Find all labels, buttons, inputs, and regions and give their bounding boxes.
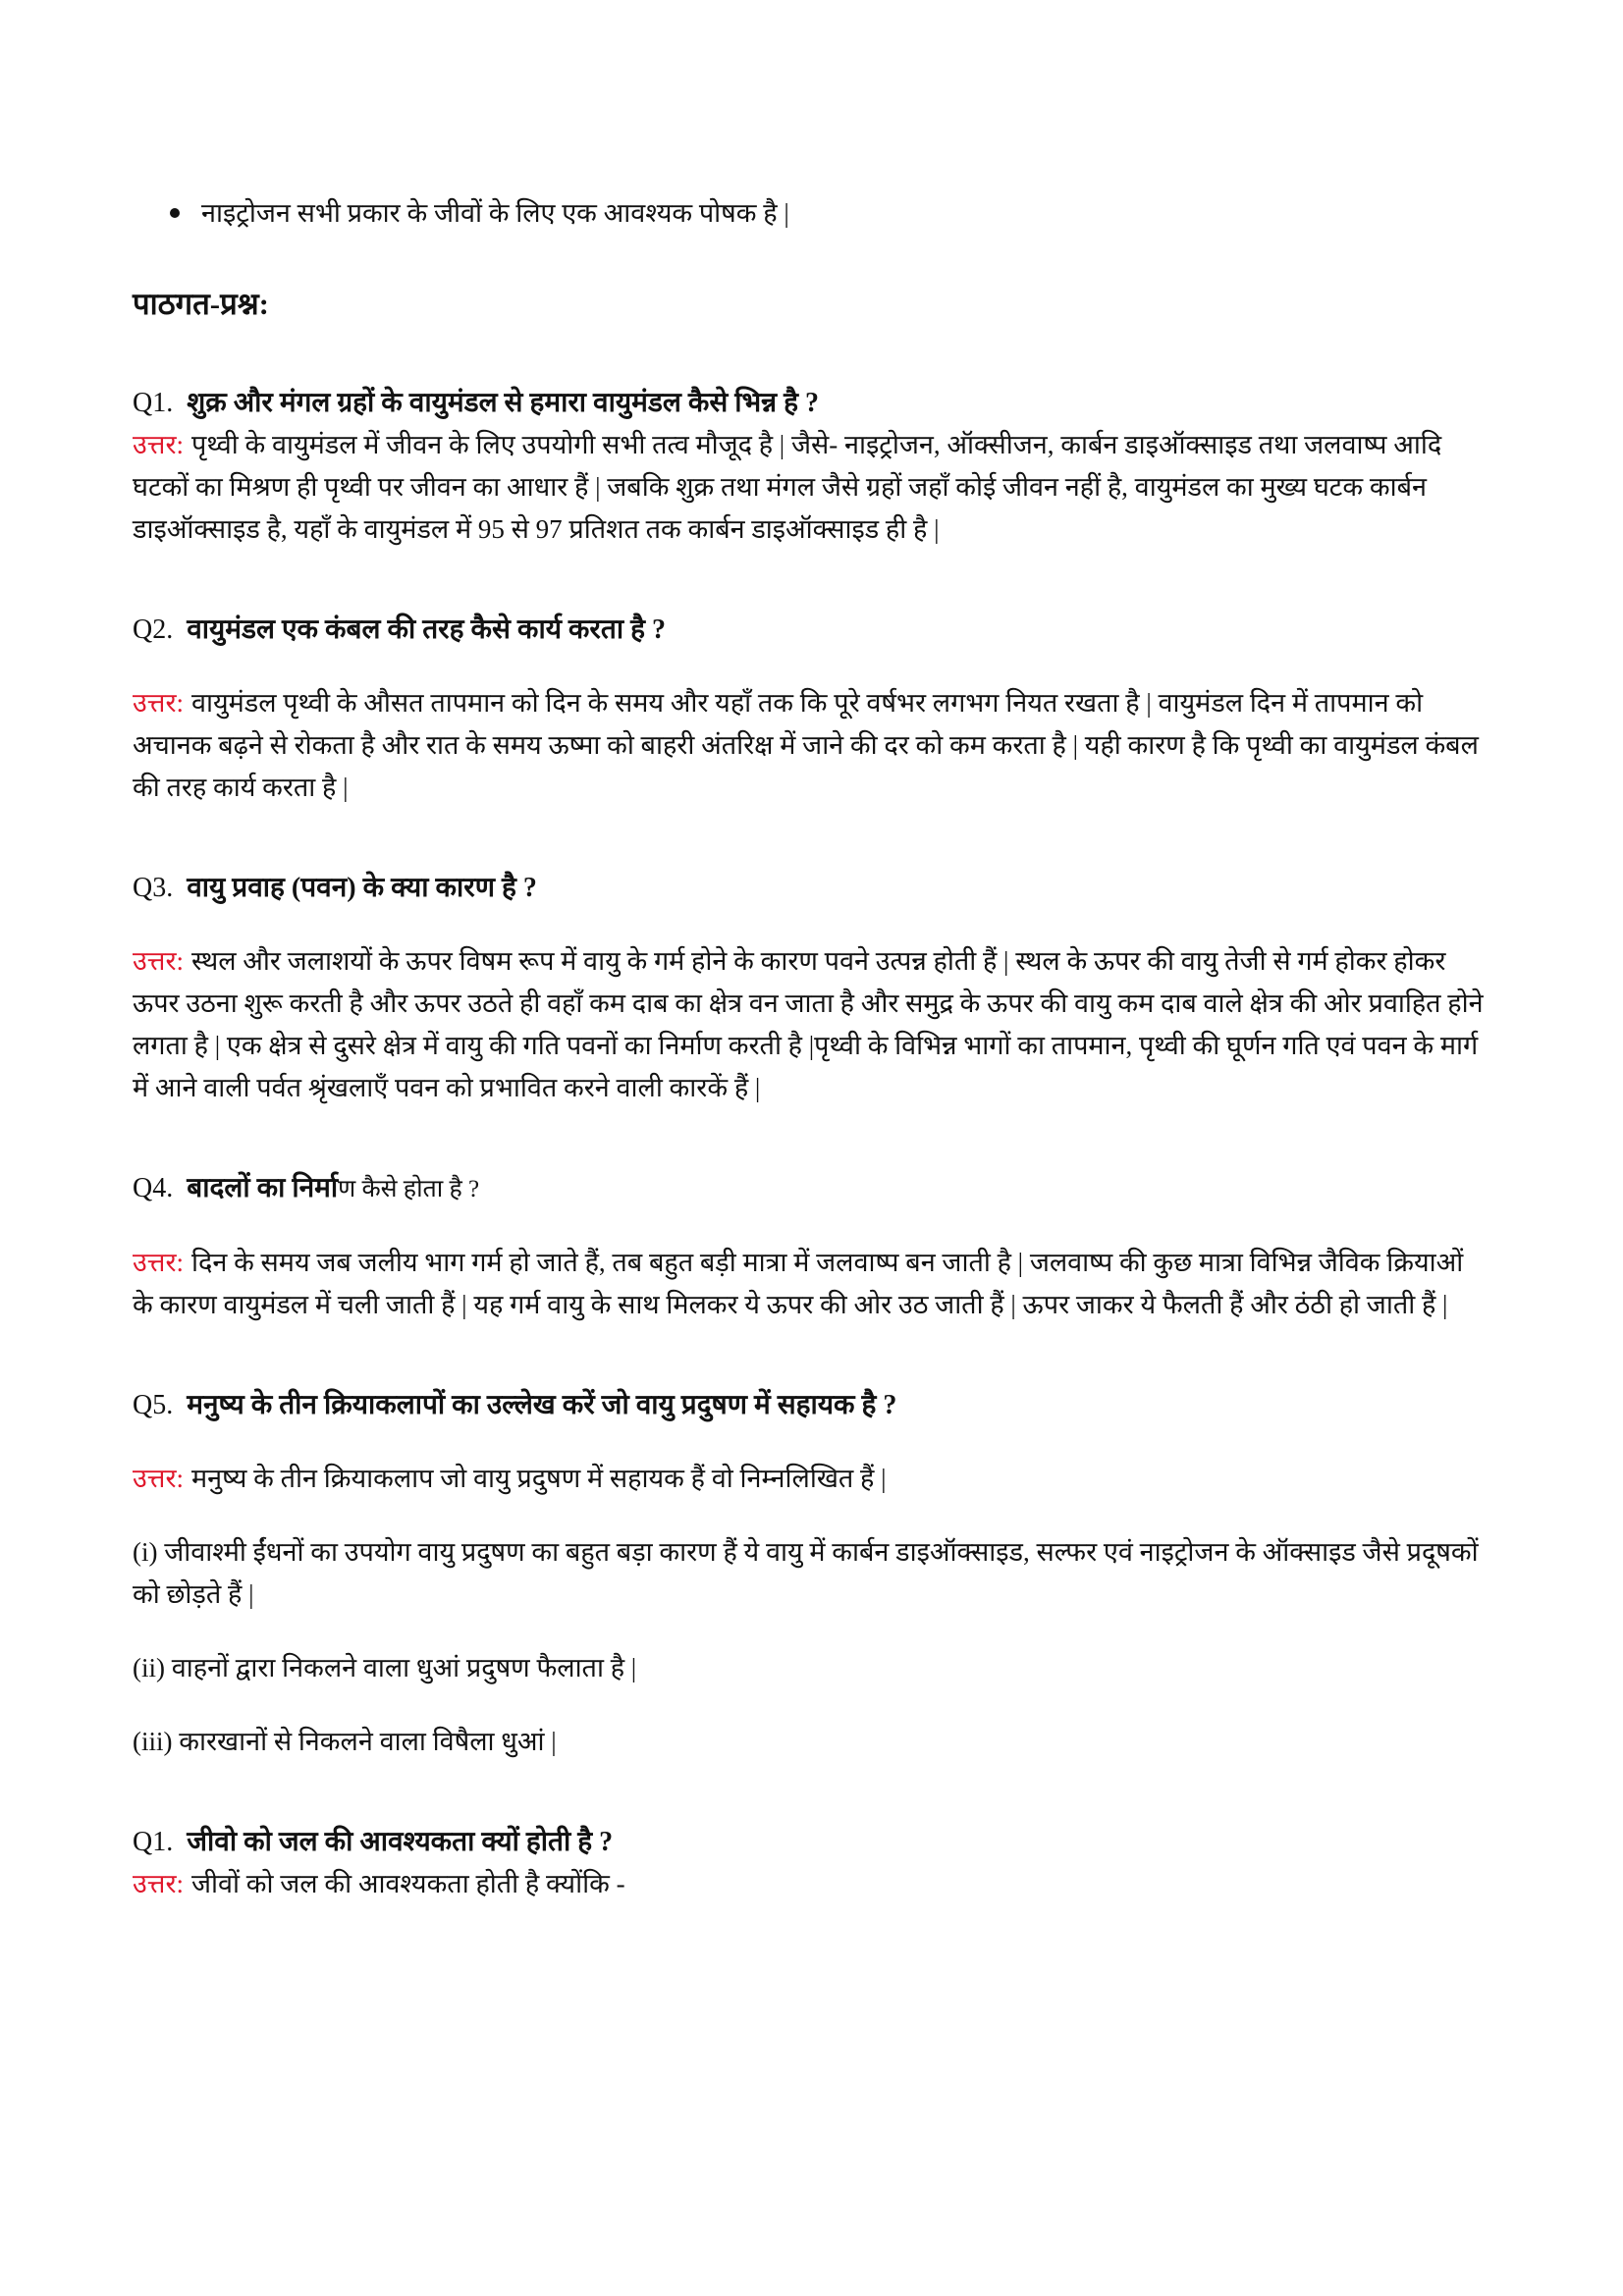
answer-label: उत्तर: [133, 688, 184, 718]
answer-paragraph [133, 1458, 1486, 1500]
qa-block-1 [133, 383, 1486, 551]
qa-block-4 [133, 1168, 1486, 1326]
question-text: वायु प्रवाह (पवन) के क्या कारण है ? [187, 873, 537, 903]
question-text: वायुमंडल एक कंबल की तरह कैसे कार्य करता है ? [187, 614, 666, 645]
question-heading [133, 1168, 1486, 1210]
answer-text: वायुमंडल पृथ्वी के औसत तापमान को दिन के समय और यहाँ तक कि पूरे वर्षभर लगभग नियत रखता है | वायुमंडल दिन में तापमान को अचानक बढ़ने से रोकता है और रात के समय ऊष्मा को बाहरी अंतरिक्ष में जाने की दर को कम करता है | यही कारण है कि पृथ्वी का वायुमंडल कंबल की तरह कार्य करता है | [133, 688, 1479, 802]
answer-point-1: (i) जीवाश्मी ईंधनों का उपयोग वायु प्रदुषण का बहुत बड़ा कारण हैं ये वायु में कार्बन डाइऑक्साइड, सल्फर एवं नाइट्रोजन के ऑक्साइड जैसे प्रदूषकों को छोड़ते हैं | [133, 1537, 1479, 1609]
question-number: Q3. [133, 873, 174, 903]
question-heading [133, 868, 1486, 909]
bullet-icon [170, 208, 180, 218]
question-text: शुक्र और मंगल ग्रहों के वायुमंडल से हमारा वायुमंडल कैसे भिन्न है ? [187, 388, 820, 418]
answer-text: स्थल और जलाशयों के ऊपर विषम रूप में वायु के गर्म होने के कारण पवने उत्पन्न होती हैं | स्थल के ऊपर की वायु तेजी से गर्म होकर होकर ऊपर उठना शुरू करती है और ऊपर उठते ही वहाँ कम दाब का क्षेत्र वन जाता है और समुद्र के ऊपर की वायु कम दाब वाले क्षेत्र की ओर प्रवाहित होने लगता है | एक क्षेत्र से दुसरे क्षेत्र में वायु की गति पवनों का निर्माण करती है |पृथ्वी के विभिन्न भागों का तापमान, पृथ्वी की घूर्णन गति एवं पवन के मार्ग में आने वाली पर्वत श्रृंखलाएँ पवन को प्रभावित करने वाली कारकें हैं | [133, 946, 1484, 1102]
bullet-text: नाइट्रोजन सभी प्रकार के जीवों के लिए एक आवश्यक पोषक है | [201, 198, 789, 228]
answer-text: दिन के समय जब जलीय भाग गर्म हो जाते हैं, तब बहुत बड़ी मात्रा में जलवाष्प बन जाती है | जलवाष्प की कुछ मात्रा विभिन्न जैविक क्रियाओं के कारण वायुमंडल में चली जाती हैं | यह गर्म वायु के साथ मिलकर ये ऊपर की ओर उठ जाती हैं | ऊपर जाकर ये फैलती हैं और ठंठी हो जाती हैं | [133, 1248, 1464, 1319]
answer-point-2: (ii) वाहनों द्वारा निकलने वाला धुआं प्रदुषण फैलाता है | [133, 1653, 637, 1682]
answer-text: जीवों को जल की आवश्यकता होती है क्योंकि - [191, 1869, 625, 1898]
answer-label: उत्तर: [133, 1464, 184, 1493]
section-heading: पाठगत-प्रश्न: [133, 287, 269, 321]
qa-block-5 [133, 1385, 1486, 1763]
question-text: जीवो को जल की आवश्यकता क्यों होती है ? [187, 1827, 614, 1857]
question-heading [133, 383, 1486, 424]
question-number: Q1. [133, 388, 174, 418]
question-number: Q2. [133, 614, 174, 645]
answer-text: मनुष्य के तीन क्रियाकलाप जो वायु प्रदुषण में सहायक हैं वो निम्नलिखित हैं | [191, 1464, 887, 1493]
bullet-item [170, 192, 1486, 234]
answer-paragraph [133, 682, 1486, 809]
question-number: Q4. [133, 1173, 174, 1203]
answer-paragraph [133, 424, 1486, 551]
answer-label: उत्तर: [133, 946, 184, 976]
question-number: Q1. [133, 1827, 174, 1857]
answer-label: उत्तर: [133, 1869, 184, 1898]
question-heading [133, 1385, 1486, 1426]
question-number: Q5. [133, 1390, 174, 1420]
question-text-light: ण कैसे होता है ? [338, 1176, 480, 1202]
answer-paragraph [133, 1242, 1486, 1326]
answer-text: पृथ्वी के वायुमंडल में जीवन के लिए उपयोगी सभी तत्व मौजूद है | जैसे- नाइट्रोजन, ऑक्सीजन, कार्बन डाइऑक्साइड तथा जलवाष्प आदि घटकों का मिश्रण ही पृथ्वी पर जीवन का आधार हैं | जबकि शुक्र तथा मंगल जैसे ग्रहों जहाँ कोई जीवन नहीं है, वायुमंडल का मुख्य घटक कार्बन डाइऑक्साइड है, यहाँ के वायुमंडल में 95 से 97 प्रतिशत तक कार्बन डाइऑक्साइड ही है | [133, 430, 1442, 544]
answer-point-3: (iii) कारखानों से निकलने वाला विषैला धुआं | [133, 1727, 557, 1756]
answer-paragraph [133, 1863, 1486, 1905]
question-heading [133, 610, 1486, 651]
answer-paragraph [133, 940, 1486, 1109]
answer-label: उत्तर: [133, 1248, 184, 1277]
qa-block-2 [133, 610, 1486, 809]
answer-label: उत्तर: [133, 430, 184, 459]
qa-block-3 [133, 868, 1486, 1109]
question-heading [133, 1822, 1486, 1863]
qa-block-6 [133, 1822, 1486, 1905]
question-text: बादलों का निर्मा [187, 1173, 339, 1203]
question-text: मनुष्य के तीन क्रियाकलापों का उल्लेख करें जो वायु प्रदुषण में सहायक है ? [187, 1390, 897, 1420]
